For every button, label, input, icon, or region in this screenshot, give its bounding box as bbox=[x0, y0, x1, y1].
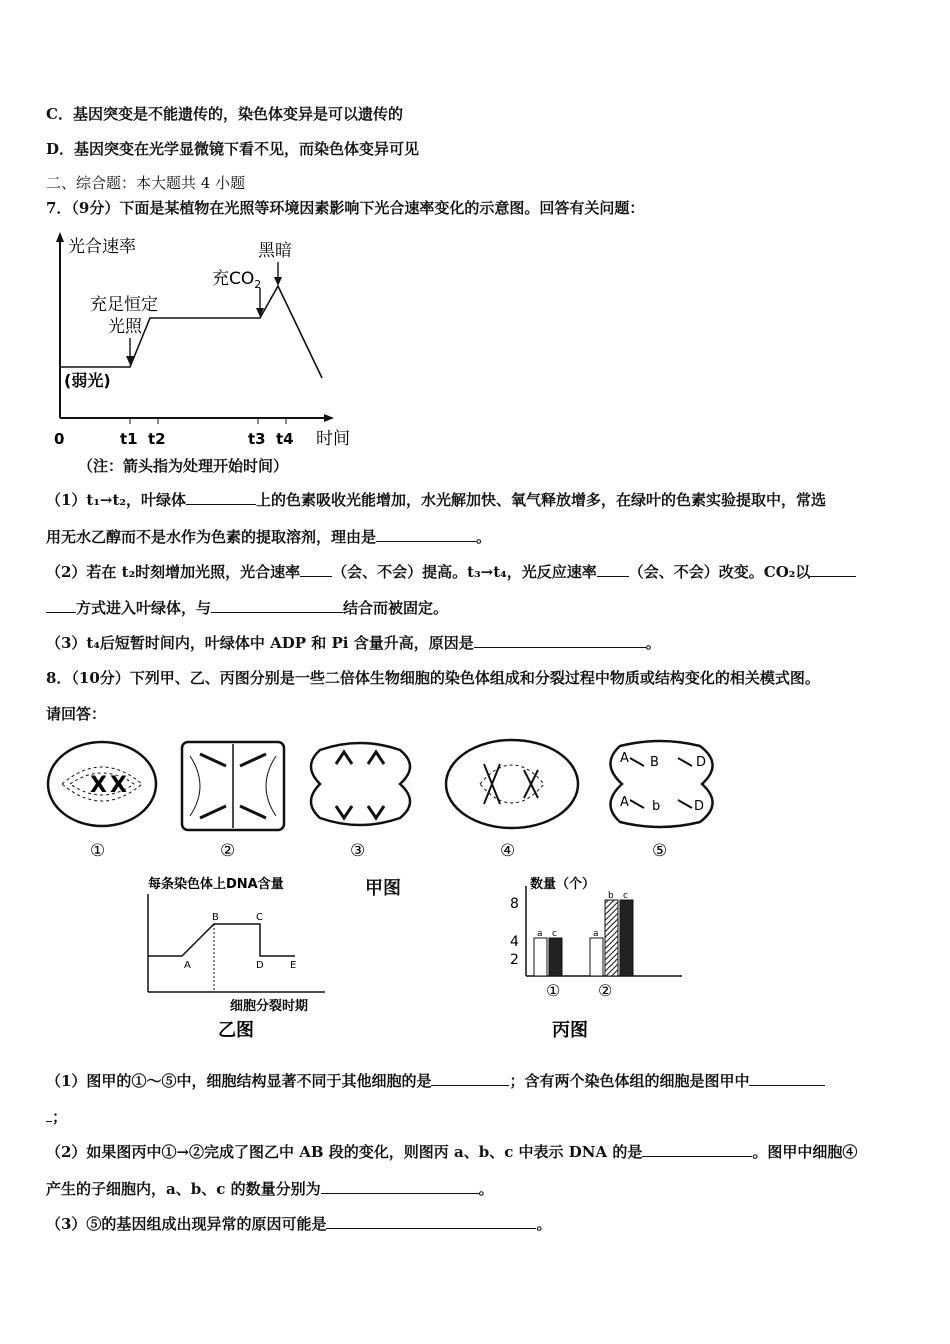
yi-curve bbox=[148, 924, 295, 956]
q8-blank-1[interactable] bbox=[431, 1071, 509, 1086]
q7-weak-light-label: (弱光) bbox=[64, 371, 111, 390]
cell-1 bbox=[48, 742, 156, 826]
bing-bar-a-1 bbox=[534, 938, 547, 976]
q8-part2-line1: （2）如果图丙中①→②完成了图乙中 AB 段的变化，则图丙 a、b、c 中表示 DNA 的是 。图甲中细胞④ bbox=[46, 1143, 858, 1161]
q8-blank-4[interactable] bbox=[321, 1179, 479, 1194]
yi-caption: 乙图 bbox=[218, 1020, 254, 1041]
q7-blank-2[interactable] bbox=[376, 527, 476, 542]
jia-caption: 甲图 bbox=[365, 878, 401, 899]
jia-label-1: ① bbox=[90, 841, 106, 861]
bing-bars bbox=[534, 891, 633, 976]
bing-bar-c-2 bbox=[620, 900, 633, 976]
q7-y-axis-arrow bbox=[56, 232, 64, 242]
bing-bar-letter: c bbox=[623, 891, 628, 901]
q7-part2-line1: （2）若在 t₂时刻增加光照，光合速率 （会、不会）提高。t₃→t₄，光反应速率 （会、不会）改变。CO₂以 bbox=[46, 561, 856, 582]
q8-blank-3[interactable] bbox=[642, 1142, 752, 1157]
q8-blank-5[interactable] bbox=[326, 1214, 536, 1229]
bing-bar-letter: a bbox=[593, 929, 599, 939]
yi-point-e: E bbox=[290, 960, 297, 971]
yi-figure bbox=[140, 872, 340, 1042]
q7-tick-t3: t3 bbox=[248, 430, 266, 448]
q7-blank-5b[interactable] bbox=[46, 598, 76, 613]
cell-5 bbox=[610, 741, 712, 827]
bing-bar-letter: b bbox=[608, 891, 614, 901]
svg-text:b: b bbox=[652, 799, 661, 814]
q7-part1-line2: 用无水乙醇而不是水作为色素的提取溶剂，理由是 。 bbox=[46, 528, 492, 546]
q7-dark-label: 黑暗 bbox=[258, 241, 292, 261]
svg-text:D: D bbox=[696, 755, 707, 770]
jia-figure bbox=[40, 736, 920, 866]
q8-blank-2[interactable] bbox=[749, 1071, 825, 1086]
bing-ytick-4: 4 bbox=[510, 934, 519, 950]
svg-text:A: A bbox=[620, 795, 629, 810]
q7-light-label-2: 光照 bbox=[108, 317, 142, 337]
q7-xlabel: 时间 bbox=[316, 429, 350, 449]
yi-point-a: A bbox=[184, 960, 191, 971]
q7-tick-t1: t1 bbox=[120, 430, 138, 448]
yi-point-d: D bbox=[256, 960, 264, 971]
q7-light-label-1: 充足恒定 bbox=[90, 295, 158, 315]
q7-figure-note: （注：箭头指为处理开始时间） bbox=[78, 457, 289, 475]
bing-group-2: ② bbox=[598, 981, 613, 1000]
svg-text:X: X bbox=[110, 773, 127, 798]
jia-label-2: ② bbox=[220, 841, 236, 861]
q7-part1-line1: （1）t₁→t₂，叶绿体 上的色素吸收光能增加，水光解加快、氧气释放增多，在绿叶的色素实验提取中，常选 bbox=[46, 491, 827, 509]
bing-ylabel: 数量（个） bbox=[530, 877, 596, 892]
q7-tick-t4: t4 bbox=[276, 430, 294, 448]
svg-text:A: A bbox=[620, 751, 629, 766]
cell-4 bbox=[446, 740, 578, 828]
cell-3 bbox=[311, 743, 410, 825]
q8-stem-2: 请回答： bbox=[46, 705, 107, 723]
bing-group-1: ① bbox=[546, 981, 561, 1000]
svg-text:B: B bbox=[650, 755, 659, 770]
q8-part3: （3）⑤的基因组成出现异常的原因可能是 。 bbox=[46, 1215, 552, 1233]
q8-part1-line1: （1）图甲的①～⑤中，细胞结构显著不同于其他细胞的是 ；含有两个染色体组的细胞是图甲中 bbox=[46, 1070, 825, 1091]
option-d: D．基因突变在光学显微镜下看不见，而染色体变异可见 bbox=[46, 140, 420, 158]
q7-part2-line2: 方式进入叶绿体，与 结合而被固定。 bbox=[46, 597, 448, 618]
option-c: C．基因突变是不能遗传的，染色体变异是可以遗传的 bbox=[46, 105, 403, 123]
bing-ytick-2: 2 bbox=[510, 952, 519, 968]
q8-stem: 8．（10分）下列甲、乙、丙图分别是一些二倍体生物细胞的染色体组成和分裂过程中物质或结构变化的相关模式图。 bbox=[46, 669, 820, 687]
yi-xlabel: 细胞分裂时期 bbox=[230, 999, 309, 1014]
q8-part1-line2: ； bbox=[46, 1106, 67, 1127]
q7-part3: （3）t₄后短暂时间内，叶绿体中 ADP 和 Pi 含量升高，原因是 。 bbox=[46, 634, 661, 652]
bing-bar-c-1 bbox=[549, 938, 562, 976]
yi-ylabel: 每条染色体上DNA含量 bbox=[148, 877, 284, 892]
bing-bar-letter: a bbox=[537, 929, 543, 939]
q7-ylabel: 光合速率 bbox=[68, 237, 136, 257]
q7-blank-4[interactable] bbox=[597, 562, 629, 577]
yi-point-c: C bbox=[256, 912, 263, 923]
svg-text:X: X bbox=[90, 773, 107, 798]
q7-origin: 0 bbox=[54, 430, 65, 448]
bing-bar-a-2 bbox=[590, 938, 603, 976]
q7-blank-5[interactable] bbox=[810, 562, 856, 577]
q7-blank-7[interactable] bbox=[474, 633, 646, 648]
jia-label-5: ⑤ bbox=[652, 841, 668, 861]
svg-text:D: D bbox=[694, 799, 705, 814]
cell-2 bbox=[182, 742, 284, 830]
jia-label-4: ④ bbox=[500, 841, 516, 861]
yi-point-b: B bbox=[212, 912, 219, 923]
bing-ytick-8: 8 bbox=[510, 896, 519, 912]
q8-part2-line2: 产生的子细胞内，a、b、c 的数量分别为 。 bbox=[46, 1180, 494, 1198]
q7-blank-3[interactable] bbox=[300, 562, 332, 577]
section-heading: 二、综合题：本大题共 4 小题 bbox=[46, 174, 246, 192]
q7-stem: 7．（9分）下面是某植物在光照等环境因素影响下光合速率变化的示意图。回答有关问题： bbox=[46, 199, 645, 217]
bing-caption: 丙图 bbox=[552, 1020, 588, 1041]
bing-bar-letter: c bbox=[552, 929, 557, 939]
q7-tick-t2: t2 bbox=[148, 430, 166, 448]
bing-figure bbox=[500, 872, 700, 1042]
bing-bar-b-2 bbox=[605, 900, 618, 976]
q7-co2-label: 充$CO_2$ bbox=[212, 269, 262, 291]
q7-blank-1[interactable] bbox=[186, 490, 256, 505]
q7-x-axis-arrow bbox=[324, 414, 334, 422]
jia-label-3: ③ bbox=[350, 841, 366, 861]
q7-figure bbox=[46, 228, 376, 478]
q7-blank-6[interactable] bbox=[211, 598, 343, 613]
